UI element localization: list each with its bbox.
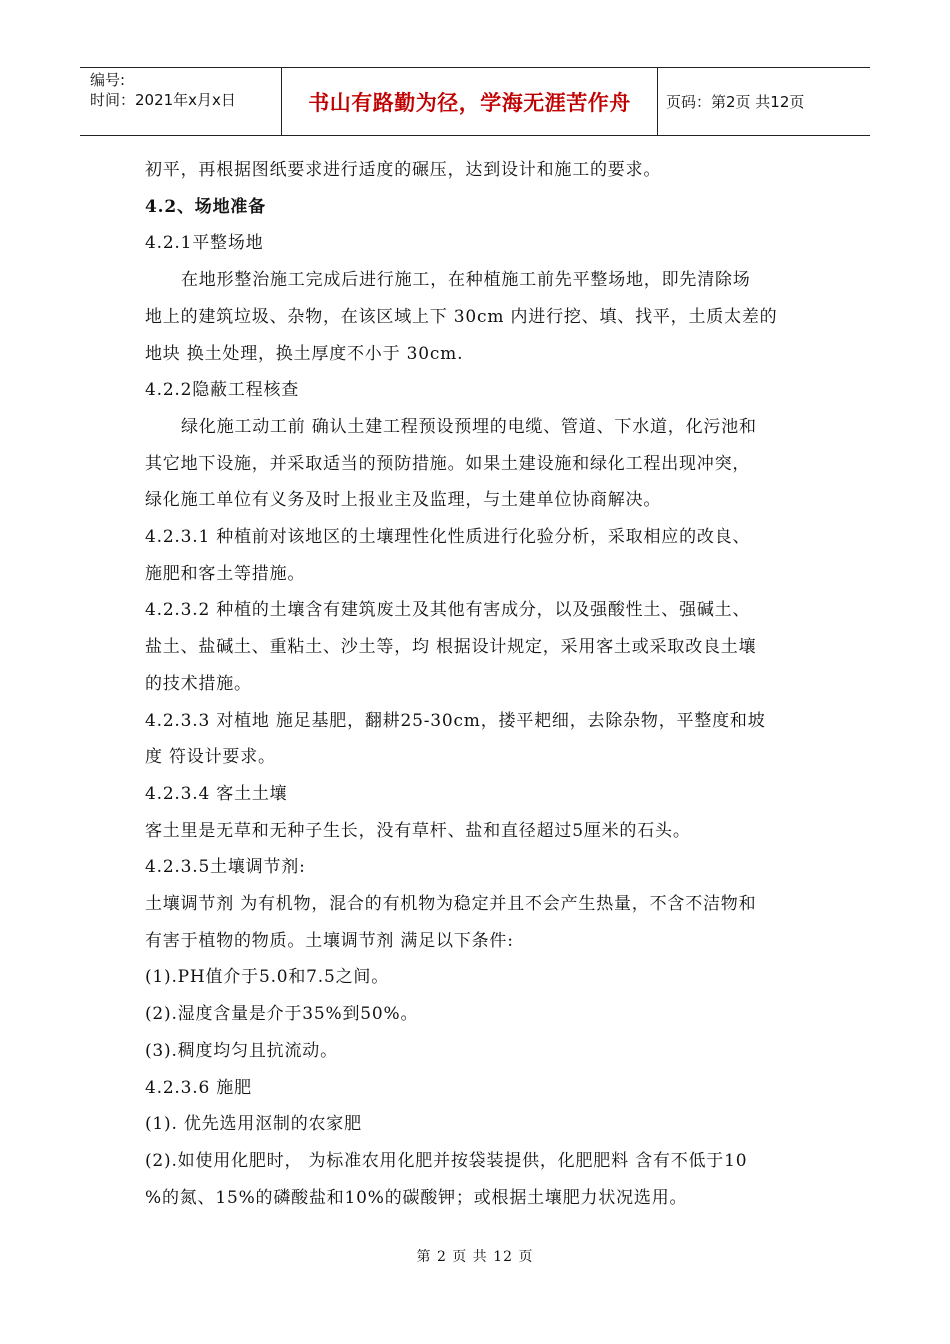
text-line: 有害于植物的物质。土壤调节剂 满足以下条件: (145, 930, 514, 951)
text-line: 度 符设计要求。 (145, 747, 276, 768)
section-heading: 4.2、场地准备 (145, 196, 266, 217)
subsection-heading: 4.2.2隐蔽工程核查 (145, 380, 300, 401)
text-line: 4.2.3.6 施肥 (145, 1077, 252, 1098)
document-date: 时间：2021年x月x日 (90, 91, 236, 109)
text-line: 地上的建筑垃圾、杂物，在该区域上下 30cm 内进行挖、填、找平，土质太差的 (145, 306, 778, 327)
text-line: 4.2.3.5土壤调节剂: (145, 857, 306, 878)
document-body (145, 152, 810, 1216)
text-line: 土壤调节剂 为有机物，混合的有机物为稳定并且不会产生热量，不含不洁物和 (145, 894, 757, 915)
list-item: (1). 优先选用沤制的农家肥 (145, 1114, 362, 1135)
text-line: 客土里是无草和无种子生长，没有草杆、盐和直径超过5厘米的石头。 (145, 820, 691, 841)
text-line: 在地形整治施工完成后进行施工，在种植施工前先平整场地，即先清除场 (181, 270, 751, 291)
document-number-label: 编号: (90, 71, 126, 89)
text-line: 其它地下设施，并采取适当的预防措施。如果土建设施和绿化工程出现冲突， (145, 453, 751, 474)
text-line: 4.2.3.1 种植前对该地区的土壤理性化性质进行化验分析，采取相应的改良、 (145, 527, 751, 548)
header-motto: 书山有路勤为径，学海无涯苦作舟 (282, 68, 658, 135)
text-line: 地块 换土处理，换土厚度不小于 30cm. (145, 343, 464, 364)
text-line: 4.2.3.4 客土土壤 (145, 783, 288, 804)
subsection-heading: 4.2.1平整场地 (145, 233, 264, 254)
page-footer: 第 2 页 共 12 页 (416, 1249, 534, 1265)
header-meta (80, 68, 282, 135)
text-line: 初平，再根据图纸要求进行适度的碾压，达到设计和施工的要求。 (145, 160, 662, 180)
list-item: (1).PH值介于5.0和7.5之间。 (145, 967, 390, 988)
list-item: (3).稠度均匀且抗流动。 (145, 1040, 338, 1061)
text-line: 绿化施工单位有义务及时上报业主及监理，与土建单位协商解决。 (145, 490, 662, 511)
page-header (80, 67, 870, 136)
text-line: 的技术措施。 (145, 673, 252, 694)
list-item: (2).湿度含量是介于35%到50%。 (145, 1004, 419, 1025)
text-line: 盐土、盐碱土、重粘土、沙土等，均 根据设计规定，采用客土或采取改良土壤 (145, 637, 757, 658)
list-item: (2).如使用化肥时， 为标准农用化肥并按袋装提供，化肥肥料 含有不低于10 (145, 1150, 748, 1171)
text-line: %的氮、15%的磷酸盐和10%的碳酸钾；或根据土壤肥力状况选用。 (145, 1187, 688, 1208)
text-line: 4.2.3.2 种植的土壤含有建筑废土及其他有害成分，以及强酸性土、强碱土、 (145, 600, 751, 621)
header-page-info: 页码：第2页 共12页 (666, 93, 805, 111)
text-line: 4.2.3.3 对植地 施足基肥，翻耕25-30cm，搂平耙细，去除杂物，平整度和坡 (145, 710, 766, 731)
text-line: 绿化施工动工前 确认土建工程预设预埋的电缆、管道、下水道，化污池和 (181, 416, 757, 437)
text-line: 施肥和客土等措施。 (145, 563, 306, 584)
